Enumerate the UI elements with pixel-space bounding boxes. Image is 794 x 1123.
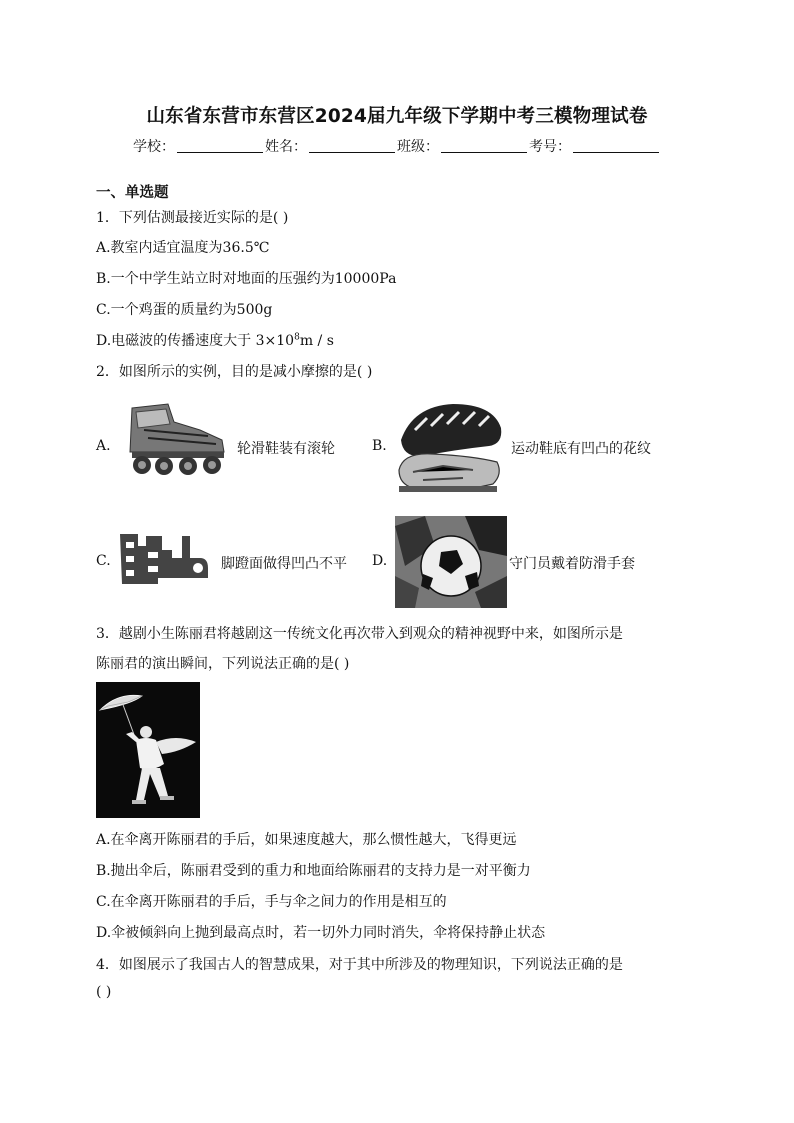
pedal-image	[118, 528, 210, 588]
question-2-option-c-text: 脚蹬面做得凹凸不平	[221, 556, 347, 572]
school-blank[interactable]	[177, 138, 263, 153]
question-4-stem-line-1: 4．如图展示了我国古人的智慧成果，对于其中所涉及的物理知识，下列说法正确的是	[96, 957, 623, 973]
question-3-stem-line-1: 3．越剧小生陈丽君将越剧这一传统文化再次带入到观众的精神视野中来，如图所示是	[96, 626, 623, 642]
school-label: 学校：	[133, 139, 175, 155]
name-blank[interactable]	[309, 138, 395, 153]
question-2-option-b-letter: B.	[372, 438, 387, 454]
question-1-option-a: A.教室内适宜温度为36.5℃	[96, 240, 270, 256]
class-blank[interactable]	[441, 138, 527, 153]
question-2-option-b-text: 运动鞋底有凹凸的花纹	[511, 441, 651, 457]
number-blank[interactable]	[573, 138, 659, 153]
section-heading: 一、单选题	[96, 185, 169, 201]
opera-performer-photo	[96, 682, 200, 818]
question-3-option-b: B.抛出伞后，陈丽君受到的重力和地面给陈丽君的支持力是一对平衡力	[96, 863, 531, 879]
page-title: 山东省东营市东营区2024届九年级下学期中考三模物理试卷	[146, 106, 648, 127]
question-2-option-a-letter: A.	[96, 438, 111, 454]
option-d-exponent: 8	[294, 332, 300, 343]
option-d-unit: m / s	[299, 333, 334, 349]
inline-skate-image	[118, 400, 232, 476]
student-info-line	[0, 136, 794, 156]
number-label: 考号：	[529, 139, 571, 155]
question-3-option-d: D.伞被倾斜向上抛到最高点时，若一切外力同时消失，伞将保持静止状态	[96, 925, 546, 941]
question-2-option-a-text: 轮滑鞋装有滚轮	[237, 441, 335, 457]
name-label: 姓名：	[265, 139, 307, 155]
question-2-stem: 2．如图所示的实例，目的是减小摩擦的是( )	[96, 364, 373, 380]
question-1-stem: 1．下列估测最接近实际的是( )	[96, 210, 289, 226]
question-4-stem-line-2: ( )	[96, 984, 112, 1000]
question-1-option-d	[96, 330, 334, 350]
question-1-option-c: C.一个鸡蛋的质量约为500g	[96, 302, 273, 318]
class-label: 班级：	[397, 139, 439, 155]
running-shoe-image	[393, 400, 505, 500]
option-d-prefix: D.电磁波的传播速度大于 3×10	[96, 333, 295, 349]
question-3-option-c: C.在伞离开陈丽君的手后，手与伞之间力的作用是相互的	[96, 894, 447, 910]
goalkeeper-gloves-image	[395, 516, 507, 608]
question-2-option-d-letter: D.	[372, 553, 388, 569]
question-2-option-d-text: 守门员戴着防滑手套	[509, 556, 635, 572]
question-1-option-b: B.一个中学生站立时对地面的压强约为10000Pa	[96, 271, 397, 287]
question-3-option-a: A.在伞离开陈丽君的手后，如果速度越大，那么惯性越大，飞得更远	[96, 832, 517, 848]
question-2-option-c-letter: C.	[96, 553, 111, 569]
question-3-stem-line-2: 陈丽君的演出瞬间，下列说法正确的是( )	[96, 656, 350, 672]
